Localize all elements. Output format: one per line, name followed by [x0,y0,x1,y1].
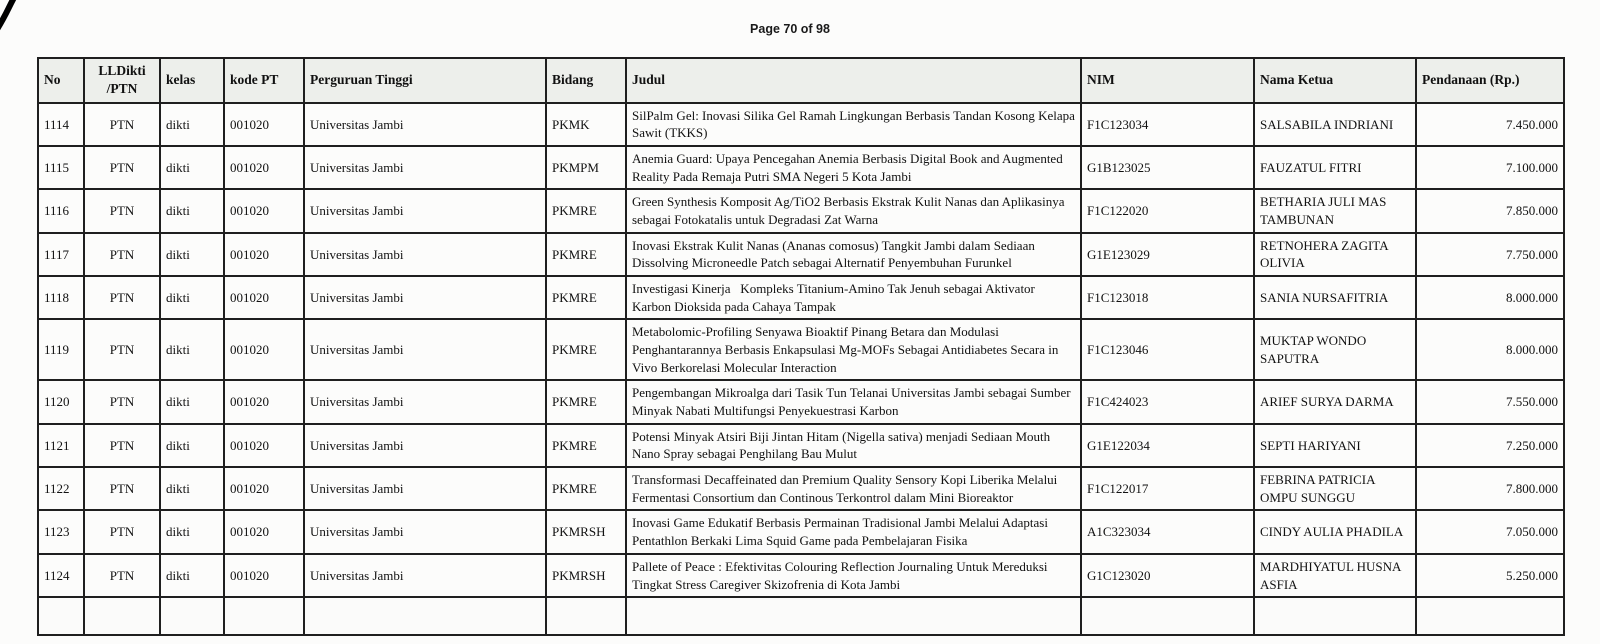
cell-perguruan-tinggi: Universitas Jambi [304,554,546,597]
cell-kelas: dikti [160,319,224,380]
cell-nama-ketua: CINDY AULIA PHADILA [1254,510,1416,553]
cell-lldikti-ptn: PTN [84,276,160,319]
cell-nim [1081,597,1254,635]
cell-judul: Pengembangan Mikroalga dari Tasik Tun Telanai Universitas Jambi sebagai Sumber Minyak Nabati Multifungsi Penyekuestrasi Karbon [626,380,1081,423]
column-header-perguruan-tinggi: Perguruan Tinggi [304,58,546,103]
cell-no: 1121 [38,424,84,467]
cell-kelas: dikti [160,554,224,597]
column-header-bidang: Bidang [546,58,626,103]
cell-lldikti-ptn: PTN [84,554,160,597]
cell-kode-pt: 001020 [224,319,304,380]
cell-kelas: dikti [160,510,224,553]
cell-judul [626,597,1081,635]
cell-kode-pt: 001020 [224,424,304,467]
table-row [38,554,1564,597]
column-header-nama-ketua: Nama Ketua [1254,58,1416,103]
cell-bidang: PKMRE [546,233,626,276]
table-row [38,189,1564,232]
cell-bidang: PKMRE [546,276,626,319]
cell-bidang: PKMRE [546,319,626,380]
cell-nama-ketua: MARDHIYATUL HUSNA ASFIA [1254,554,1416,597]
cell-kode-pt: 001020 [224,380,304,423]
cell-pendanaan: 7.100.000 [1416,146,1564,189]
table-row [38,103,1564,146]
cell-nim: F1C123034 [1081,103,1254,146]
cell-nim: A1C323034 [1081,510,1254,553]
table-row [38,276,1564,319]
cell-perguruan-tinggi: Universitas Jambi [304,276,546,319]
cell-kelas: dikti [160,146,224,189]
cell-kode-pt: 001020 [224,467,304,510]
cell-judul: Metabolomic-Profiling Senyawa Bioaktif Pinang Betara dan Modulasi Penghantarannya Berbasis Enkapsulasi Mg-MOFs Sebagai Antidiabetes Secara in Vivo Berkorelasi Molecular Interaction [626,319,1081,380]
cell-pendanaan: 7.550.000 [1416,380,1564,423]
cell-pendanaan: 7.450.000 [1416,103,1564,146]
table-header-row [38,58,1564,103]
cell-nama-ketua: FEBRINA PATRICIA OMPU SUNGGU [1254,467,1416,510]
cell-no: 1124 [38,554,84,597]
column-header-lldikti-ptn: LLDikti /PTN [84,58,160,103]
cell-judul: Pallete of Peace : Efektivitas Colouring Reflection Journaling Untuk Mereduksi Tingkat Stress Caregiver Skizofrenia di Kota Jambi [626,554,1081,597]
cell-perguruan-tinggi [304,597,546,635]
cell-kode-pt: 001020 [224,233,304,276]
cell-nama-ketua: FAUZATUL FITRI [1254,146,1416,189]
cell-judul: Transformasi Decaffeinated dan Premium Quality Sensory Kopi Liberika Melalui Fermentasi Consortium dan Continous Terkontrol dalam Mini Bioreaktor [626,467,1081,510]
cell-perguruan-tinggi: Universitas Jambi [304,424,546,467]
cell-bidang: PKMRE [546,424,626,467]
column-header-kelas: kelas [160,58,224,103]
cell-perguruan-tinggi: Universitas Jambi [304,146,546,189]
cell-nama-ketua: SEPTI HARIYANI [1254,424,1416,467]
cell-pendanaan: 7.750.000 [1416,233,1564,276]
table-row [38,380,1564,423]
cell-bidang: PKMRSH [546,554,626,597]
cell-lldikti-ptn: PTN [84,103,160,146]
cell-bidang: PKMK [546,103,626,146]
cell-kode-pt: 001020 [224,554,304,597]
cell-pendanaan: 8.000.000 [1416,319,1564,380]
funding-table [37,57,1565,636]
cell-lldikti-ptn: PTN [84,319,160,380]
table-row-partial [38,597,1564,635]
cell-bidang: PKMPM [546,146,626,189]
cell-lldikti-ptn: PTN [84,510,160,553]
cell-pendanaan: 7.850.000 [1416,189,1564,232]
cell-kode-pt: 001020 [224,103,304,146]
cell-pendanaan: 8.000.000 [1416,276,1564,319]
cell-no: 1117 [38,233,84,276]
cell-kelas: dikti [160,103,224,146]
column-header-no: No [38,58,84,103]
cell-nama-ketua: ARIEF SURYA DARMA [1254,380,1416,423]
cell-no [38,597,84,635]
cell-perguruan-tinggi: Universitas Jambi [304,467,546,510]
cell-no: 1114 [38,103,84,146]
scan-corner-mark [0,0,32,44]
column-header-pendanaan: Pendanaan (Rp.) [1416,58,1564,103]
cell-nama-ketua: BETHARIA JULI MAS TAMBUNAN [1254,189,1416,232]
cell-nama-ketua: SALSABILA INDRIANI [1254,103,1416,146]
cell-perguruan-tinggi: Universitas Jambi [304,380,546,423]
column-header-kode-pt: kode PT [224,58,304,103]
cell-nama-ketua [1254,597,1416,635]
cell-pendanaan: 5.250.000 [1416,554,1564,597]
cell-kode-pt: 001020 [224,189,304,232]
cell-bidang: PKMRSH [546,510,626,553]
table-row [38,510,1564,553]
cell-pendanaan: 7.050.000 [1416,510,1564,553]
cell-nama-ketua: MUKTAP WONDO SAPUTRA [1254,319,1416,380]
page-number: Page 70 of 98 [750,22,830,36]
cell-bidang: PKMRE [546,380,626,423]
cell-perguruan-tinggi: Universitas Jambi [304,510,546,553]
cell-no: 1115 [38,146,84,189]
cell-bidang [546,597,626,635]
cell-nim: G1E123029 [1081,233,1254,276]
cell-kode-pt: 001020 [224,276,304,319]
cell-pendanaan: 7.250.000 [1416,424,1564,467]
cell-nim: F1C122017 [1081,467,1254,510]
cell-lldikti-ptn: PTN [84,189,160,232]
cell-kode-pt [224,597,304,635]
cell-pendanaan [1416,597,1564,635]
cell-bidang: PKMRE [546,467,626,510]
cell-kode-pt: 001020 [224,146,304,189]
cell-nama-ketua: SANIA NURSAFITRIA [1254,276,1416,319]
cell-nim: G1C123020 [1081,554,1254,597]
cell-lldikti-ptn: PTN [84,380,160,423]
cell-nim: F1C123046 [1081,319,1254,380]
cell-lldikti-ptn: PTN [84,467,160,510]
table-row [38,319,1564,380]
cell-judul: Inovasi Game Edukatif Berbasis Permainan Tradisional Jambi Melalui Adaptasi Pentathlon Berkaki Lima Squid Game pada Pembelajaran Fisika [626,510,1081,553]
cell-kode-pt: 001020 [224,510,304,553]
cell-perguruan-tinggi: Universitas Jambi [304,233,546,276]
cell-judul: Anemia Guard: Upaya Pencegahan Anemia Berbasis Digital Book and Augmented Reality Pada Remaja Putri SMA Negeri 5 Kota Jambi [626,146,1081,189]
table-row [38,424,1564,467]
cell-kelas: dikti [160,380,224,423]
table-row [38,146,1564,189]
cell-perguruan-tinggi: Universitas Jambi [304,189,546,232]
cell-nim: G1E122034 [1081,424,1254,467]
cell-no: 1116 [38,189,84,232]
cell-kelas: dikti [160,189,224,232]
cell-judul: Inovasi Ekstrak Kulit Nanas (Ananas comosus) Tangkit Jambi dalam Sediaan Dissolving Microneedle Patch sebagai Alternatif Penyembuhan Furunkel [626,233,1081,276]
cell-kelas: dikti [160,467,224,510]
cell-bidang: PKMRE [546,189,626,232]
cell-judul: Potensi Minyak Atsiri Biji Jintan Hitam (Nigella sativa) menjadi Sediaan Mouth Nano Spray sebagai Penghilang Bau Mulut [626,424,1081,467]
cell-no: 1119 [38,319,84,380]
cell-no: 1118 [38,276,84,319]
cell-judul: SilPalm Gel: Inovasi Silika Gel Ramah Lingkungan Berbasis Tandan Kosong Kelapa Sawit (TKKS) [626,103,1081,146]
column-header-judul: Judul [626,58,1081,103]
cell-lldikti-ptn: PTN [84,146,160,189]
cell-nim: G1B123025 [1081,146,1254,189]
cell-nim: F1C122020 [1081,189,1254,232]
table-row [38,233,1564,276]
cell-perguruan-tinggi: Universitas Jambi [304,103,546,146]
cell-nama-ketua: RETNOHERA ZAGITA OLIVIA [1254,233,1416,276]
cell-kelas: dikti [160,276,224,319]
cell-lldikti-ptn: PTN [84,233,160,276]
cell-nim: F1C424023 [1081,380,1254,423]
cell-perguruan-tinggi: Universitas Jambi [304,319,546,380]
cell-kelas [160,597,224,635]
cell-kelas: dikti [160,233,224,276]
table-row [38,467,1564,510]
cell-no: 1122 [38,467,84,510]
cell-nim: F1C123018 [1081,276,1254,319]
cell-no: 1120 [38,380,84,423]
cell-lldikti-ptn [84,597,160,635]
cell-no: 1123 [38,510,84,553]
cell-lldikti-ptn: PTN [84,424,160,467]
cell-judul: Investigasi Kinerja Kompleks Titanium-Amino Tak Jenuh sebagai Aktivator Karbon Dioksida pada Cahaya Tampak [626,276,1081,319]
cell-judul: Green Synthesis Komposit Ag/TiO2 Berbasis Ekstrak Kulit Nanas dan Aplikasinya sebagai Fotokatalis untuk Degradasi Zat Warna [626,189,1081,232]
column-header-nim: NIM [1081,58,1254,103]
cell-kelas: dikti [160,424,224,467]
cell-pendanaan: 7.800.000 [1416,467,1564,510]
